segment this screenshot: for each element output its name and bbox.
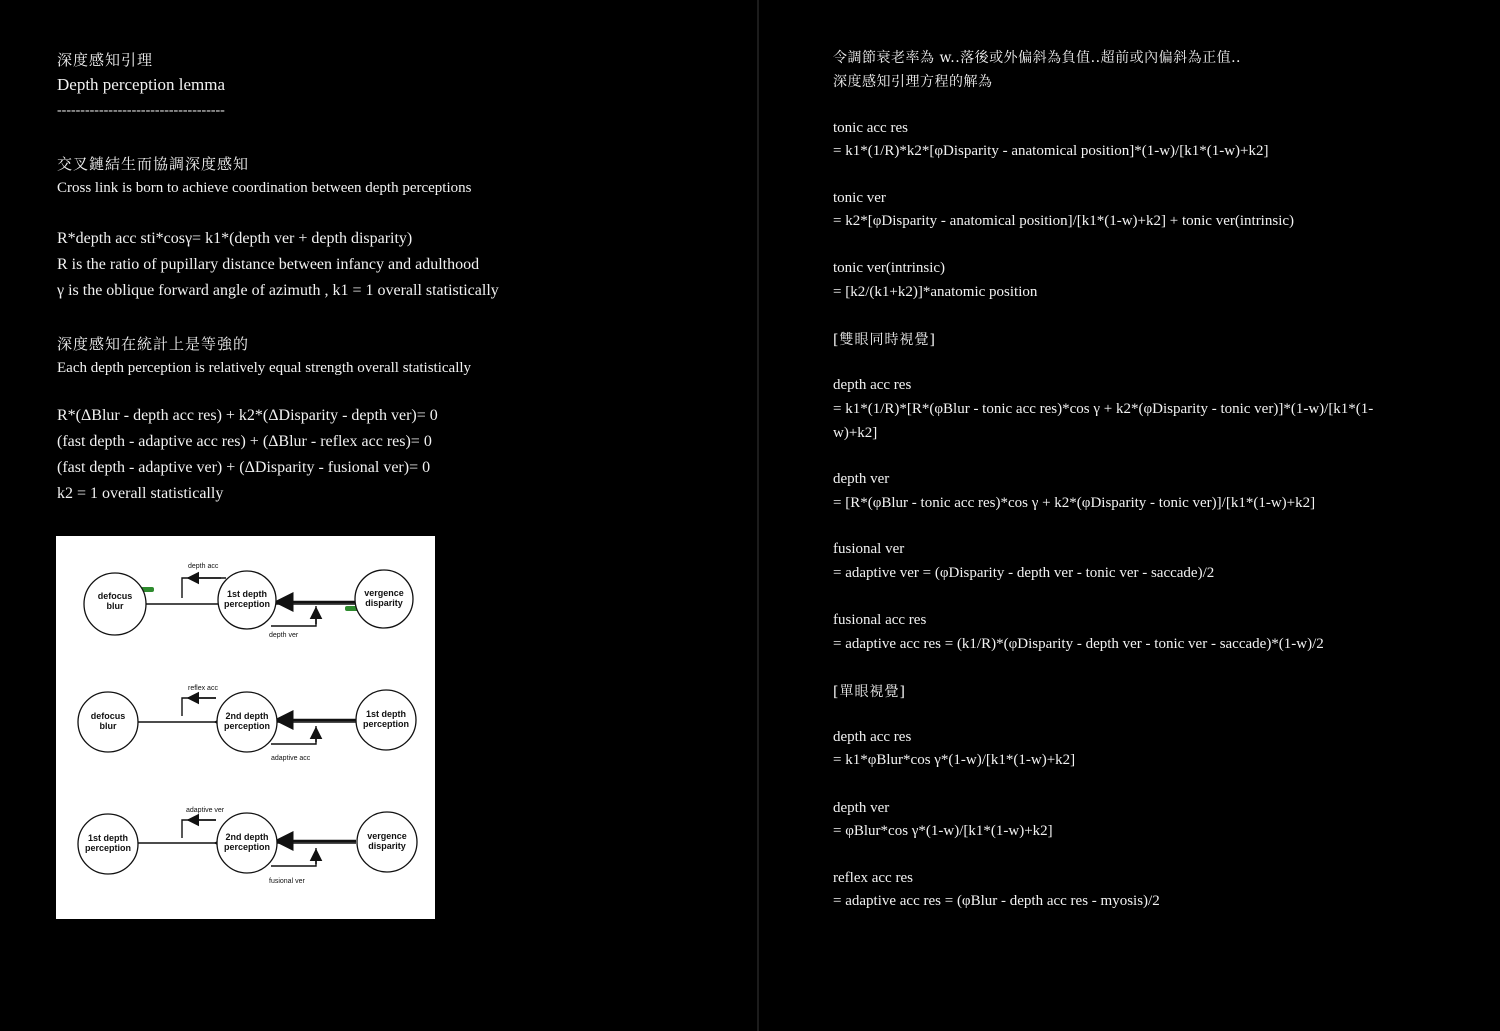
- d1-top-label: depth acc: [188, 563, 219, 570]
- d2-center-node-l1: 2nd depth: [225, 711, 269, 721]
- binocular-depth-ver-eq: = [R*(φBlur - tonic acc res)*cos γ + k2*(φDisparity - tonic ver)]/[k1*(1-w)+k2]: [833, 495, 1316, 511]
- equation-1-note-gamma: γ is the oblique forward angle of azimuth , k1 = 1 overall statistically: [57, 282, 499, 299]
- monocular-depth-ver-eq: = φBlur*cos γ*(1-w)/[k1*(1-w)+k2]: [833, 823, 1053, 839]
- binocular-depth-acc-res-eq-1: = k1*(1/R)*[R*(φBlur - tonic acc res)*cos γ + k2*(φDisparity - tonic ver)]*(1-w)/[k1*(1-: [833, 401, 1374, 417]
- section2-heading-en: Each depth perception is relatively equal strength overall statistically: [57, 360, 472, 376]
- d3-center-node-l1: 2nd depth: [225, 832, 269, 842]
- intro-line-1: 令調節衰老率為 w..落後或外偏斜為負值..超前或內偏斜為正值..: [833, 50, 1241, 66]
- d2-bottom-label: adaptive acc: [271, 755, 311, 762]
- equation-5: k2 = 1 overall statistically: [57, 485, 224, 502]
- binocular-depth-ver-title: depth ver: [833, 471, 890, 487]
- diagram-2: [78, 685, 416, 762]
- equation-1-note-r: R is the ratio of pupillary distance between infancy and adulthood: [57, 256, 480, 273]
- tonic-ver-title: tonic ver: [833, 190, 886, 206]
- d2-left-node-l2: blur: [99, 721, 117, 731]
- tonic-acc-res-title: tonic acc res: [833, 120, 908, 136]
- diagram-1: [84, 563, 413, 639]
- intro-line-2: 深度感知引理方程的解為: [833, 74, 993, 90]
- fusional-ver-title: fusional ver: [833, 541, 905, 557]
- tonic-ver-intrinsic-eq: = [k2/(k1+k2)]*anatomic position: [833, 284, 1038, 300]
- monocular-depth-acc-res-eq: = k1*φBlur*cos γ*(1-w)/[k1*(1-w)+k2]: [833, 752, 1076, 768]
- equation-3: (fast depth - adaptive acc res) + (ΔBlur - reflex acc res)= 0: [57, 433, 432, 450]
- equation-2: R*(ΔBlur - depth acc res) + k2*(ΔDisparity - depth ver)= 0: [57, 407, 438, 424]
- fusional-ver-eq: = adaptive ver = (φDisparity - depth ver - tonic ver - saccade)/2: [833, 565, 1215, 581]
- section1-heading-zh: 交叉鏈結生而協調深度感知: [57, 155, 250, 173]
- d1-center-node-l2: perception: [223, 599, 271, 609]
- monocular-heading: [單眼視覺]: [833, 684, 906, 700]
- equation-1: R*depth acc sti*cosγ= k1*(depth ver + depth disparity): [57, 230, 413, 247]
- monocular-depth-ver-title: depth ver: [833, 800, 890, 816]
- d1-right-node-l2: disparity: [365, 598, 403, 608]
- title-en: Depth perception lemma: [57, 75, 226, 94]
- tonic-acc-res-eq: = k1*(1/R)*k2*[φDisparity - anatomical position]*(1-w)/[k1*(1-w)+k2]: [833, 143, 1269, 159]
- d2-left-node-l1: defocus: [90, 711, 126, 721]
- tonic-ver-intrinsic-title: tonic ver(intrinsic): [833, 260, 946, 276]
- fusional-acc-res-eq: = adaptive acc res = (k1/R)*(φDisparity - depth ver - tonic ver - saccade)*(1-w)/2: [833, 636, 1324, 652]
- d2-top-label: reflex acc: [188, 685, 218, 692]
- section2-heading-zh: 深度感知在統計上是等強的: [57, 335, 250, 353]
- section1-heading-en: Cross link is born to achieve coordination between depth perceptions: [57, 180, 472, 196]
- d3-bottom-label: fusional ver: [269, 878, 305, 885]
- d1-left-node-l1: defocus: [97, 591, 133, 601]
- d2-right-node-l1: 1st depth: [365, 709, 407, 719]
- monocular-depth-acc-res-title: depth acc res: [833, 729, 912, 745]
- d1-right-node-l1: vergence: [364, 588, 404, 598]
- reflex-acc-res-eq: = adaptive acc res = (φBlur - depth acc res - myosis)/2: [833, 893, 1160, 909]
- d3-right-node-l1: vergence: [367, 831, 407, 841]
- d3-right-node-l2: disparity: [368, 841, 406, 851]
- title-divider: ------------------------------------: [57, 103, 225, 118]
- d1-center-node-l1: 1st depth: [226, 589, 268, 599]
- reflex-acc-res-title: reflex acc res: [833, 870, 913, 886]
- depth-perception-diagram-figure: [56, 536, 435, 919]
- fusional-acc-res-title: fusional acc res: [833, 612, 927, 628]
- binocular-depth-acc-res-eq-2: w)+k2]: [833, 425, 878, 441]
- d3-left-node-l2: perception: [84, 843, 132, 853]
- tonic-ver-eq: = k2*[φDisparity - anatomical position]/[k1*(1-w)+k2] + tonic ver(intrinsic): [833, 213, 1295, 229]
- d3-top-label: adaptive ver: [186, 807, 225, 814]
- binocular-heading: [雙眼同時視覺]: [833, 332, 936, 348]
- d1-left-node-l2: blur: [106, 601, 124, 611]
- d3-center-node-l2: perception: [223, 842, 271, 852]
- equation-4: (fast depth - adaptive ver) + (ΔDisparity - fusional ver)= 0: [57, 459, 431, 476]
- d1-bottom-label: depth ver: [269, 632, 299, 639]
- binocular-depth-acc-res-title: depth acc res: [833, 377, 912, 393]
- d3-left-node-l1: 1st depth: [87, 833, 129, 843]
- d2-center-node-l2: perception: [223, 721, 271, 731]
- diagram-svg: [56, 536, 435, 919]
- diagram-3: [78, 807, 417, 885]
- title-zh: 深度感知引理: [57, 51, 154, 69]
- right-page: [759, 0, 1500, 1031]
- d2-right-node-l2: perception: [362, 719, 410, 729]
